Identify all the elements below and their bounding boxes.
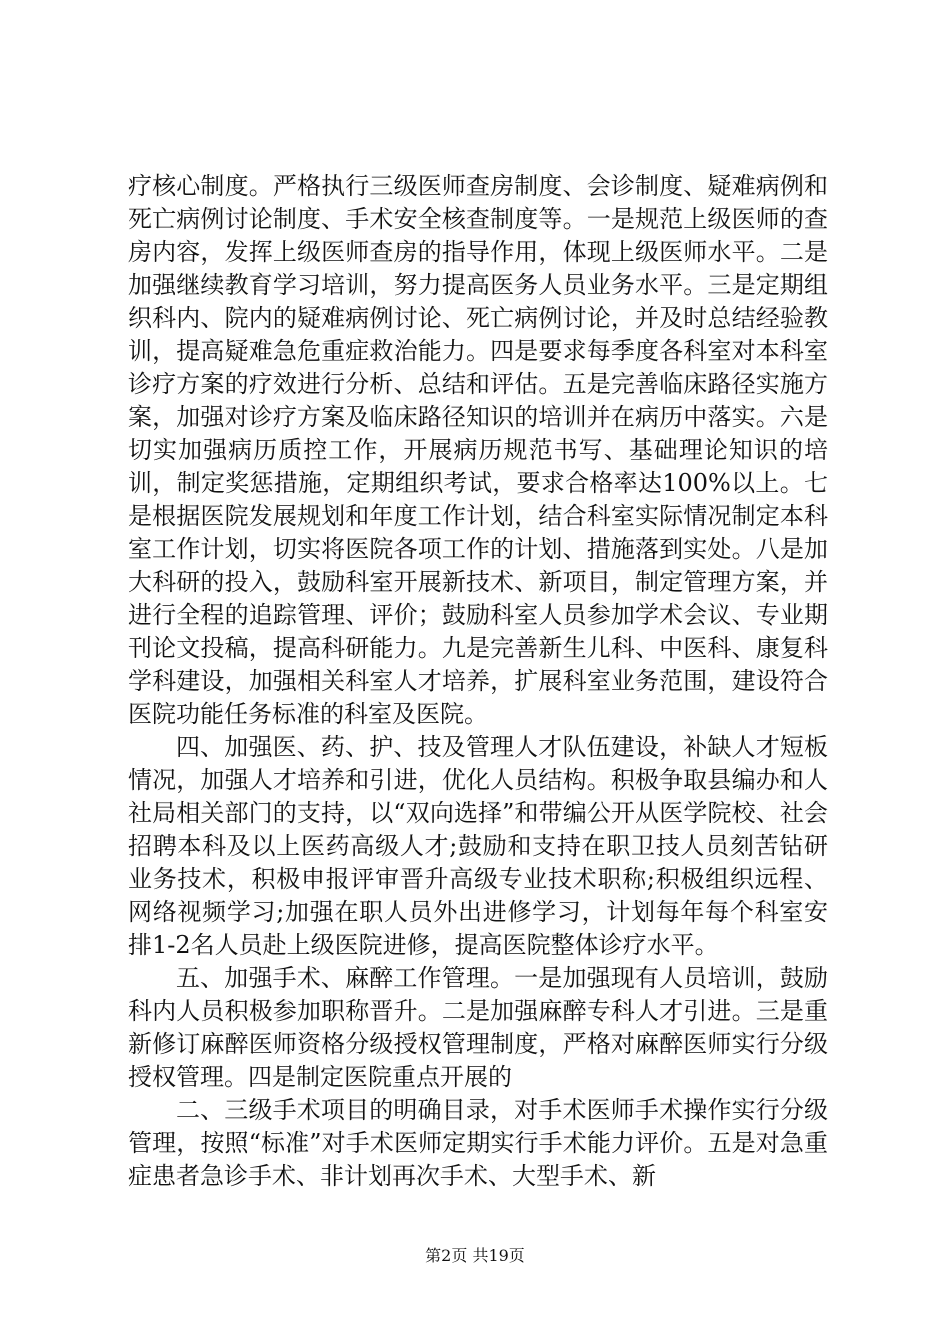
document-body: [128, 170, 828, 1193]
paragraph-talent-team: 四、加强医、药、护、技及管理人才队伍建设，补缺人才短板情况，加强人才培养和引进，优化人员结构。积极争取县编办和人社局相关部门的支持，以“双向选择”和带编公开从医学院校、社会招聘本科及以上医药高级人才;鼓励和支持在职卫技人员刻苦钻研业务技术，积极申报评审晋升高级专业技术职称;积极组织远程、网络视频学习;加强在职人员外出进修学习，计划每年每个科室安排1-2名人员赴上级医院进修，提高医院整体诊疗水平。: [128, 733, 828, 959]
page-number-footer: 第2页 共19页: [425, 1246, 525, 1265]
paragraph-surgery-anesthesia: 五、加强手术、麻醉工作管理。一是加强现有人员培训，鼓励科内人员积极参加职称晋升。二是加强麻醉专科人才引进。三是重新修订麻醉医师资格分级授权管理制度，严格对麻醉医师实行分级授权管理。四是制定医院重点开展的: [128, 964, 828, 1091]
paragraph-core-systems: 疗核心制度。严格执行三级医师查房制度、会诊制度、疑难病例和死亡病例讨论制度、手术安全核查制度等。一是规范上级医师的查房内容，发挥上级医师查房的指导作用，体现上级医师水平。二是加强继续教育学习培训，努力提高医务人员业务水平。三是定期组织科内、院内的疑难病例讨论、死亡病例讨论，并及时总结经验教训，提高疑难急危重症救治能力。四是要求每季度各科室对本科室诊疗方案的疗效进行分析、总结和评估。五是完善临床路径实施方案，加强对诊疗方案及临床路径知识的培训并在病历中落实。六是切实加强病历质控工作，开展病历规范书写、基础理论知识的培训，制定奖惩措施，定期组织考试，要求合格率达100%以上。七是根据医院发展规划和年度工作计划，结合科室实际情况制定本科室工作计划，切实将医院各项工作的计划、措施落到实处。八是加大科研的投入，鼓励科室开展新技术、新项目，制定管理方案，并进行全程的追踪管理、评价；鼓励科室人员参加学术会议、专业期刊论文投稿，提高科研能力。九是完善新生儿科、中医科、康复科学科建设，加强相关科室人才培养，扩展科室业务范围，建设符合医院功能任务标准的科室及医院。: [128, 172, 828, 728]
paragraph-surgery-grading: 二、三级手术项目的明确目录，对手术医师手术操作实行分级管理，按照“标准”对手术医师定期实行手术能力评价。五是对急重症患者急诊手术、非计划再次手术、大型手术、新: [128, 1096, 828, 1190]
